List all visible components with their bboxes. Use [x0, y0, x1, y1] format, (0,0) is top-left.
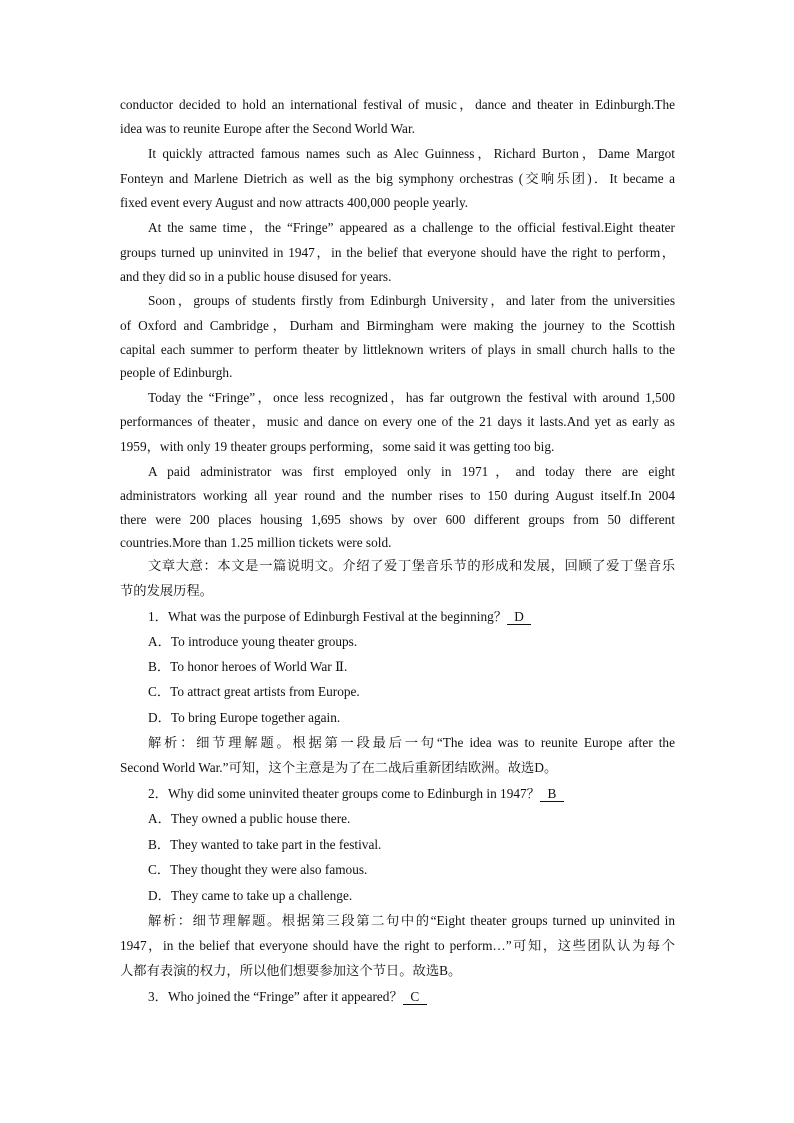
passage-line: capital each summer to perform theater by littleknown writers of plays in small church halls to the [120, 342, 675, 357]
question-2-option-c: C．They thought they were also famous. [148, 862, 368, 877]
passage-line: there were 200 places housing 1,695 shows by over 600 different groups from 50 different [120, 512, 675, 527]
passage-line: administrators working all year round and the number rises to 150 during August itself.In 2004 [120, 488, 675, 503]
passage-line: Soon，groups of students firstly from Edinburgh University，and later from the universities [148, 293, 675, 308]
question-2-analysis: 解析：细节理解题。根据第三段第二句中的“Eight theater groups turned up uninvited in [148, 913, 675, 928]
passage-line: countries.More than 1.25 million tickets were sold. [120, 535, 392, 550]
summary-line: 文章大意：本文是一篇说明文。介绍了爱丁堡音乐节的形成和发展，回顾了爱丁堡音乐 [148, 558, 675, 573]
question-2-option-d: D．They came to take up a challenge. [148, 888, 353, 903]
question-1-option-d: D．To bring Europe together again. [148, 710, 341, 725]
question-2-answer: B [540, 786, 564, 802]
passage-line: conductor decided to hold an international festival of music，dance and theater in Edinburgh.The [120, 97, 675, 112]
question-1-answer: D [507, 609, 531, 625]
question-2-option-b: B．They wanted to take part in the festival. [148, 837, 382, 852]
question-3-stem: 3．Who joined the “Fringe” after it appeared？ C [148, 987, 675, 1007]
question-1-option-b: B．To honor heroes of World War Ⅱ. [148, 659, 348, 674]
passage-line: people of Edinburgh. [120, 365, 233, 380]
passage-line: Today the “Fringe”，once less recognized，has far outgrown the festival with around 1,500 [148, 390, 675, 405]
passage-line: fixed event every August and now attracts 400,000 people yearly. [120, 195, 469, 210]
question-1-analysis: Second World War.”可知，这个主意是为了在二战后重新团结欧洲。故选D。 [120, 760, 558, 775]
passage-line: groups turned up uninvited in 1947，in the belief that everyone should have the right to perform， [120, 245, 675, 260]
passage-line: At the same time，the “Fringe” appeared as a challenge to the official festival.Eight theater [148, 220, 675, 235]
passage-line: and they did so in a public house disused for years. [120, 269, 392, 284]
question-1-option-c: C．To attract great artists from Europe. [148, 684, 360, 699]
passage-line: 1959，with only 19 theater groups performing，some said it was getting too big. [120, 439, 555, 454]
summary-line: 节的发展历程。 [120, 583, 214, 598]
passage-line: idea was to reunite Europe after the Second World War. [120, 121, 415, 136]
question-2-option-a: A．They owned a public house there. [148, 811, 351, 826]
passage-line: It quickly attracted famous names such as Alec Guinness，Richard Burton，Dame Margot [148, 146, 675, 161]
passage-line: of Oxford and Cambridge，Durham and Birmingham were making the journey to the Scottish [120, 318, 675, 333]
passage-line: performances of theater，music and dance on every one of the 21 days it lasts.And yet as early as [120, 414, 675, 429]
question-2-analysis: 1947，in the belief that everyone should have the right to perform…”可知，这些团队认为每个 [120, 938, 675, 953]
passage-line: Fonteyn and Marlene Dietrich as well as the big symphony orchestras (交响乐团)．It became a [120, 171, 675, 186]
question-3-answer: C [403, 989, 427, 1005]
question-1-analysis: 解析：细节理解题。根据第一段最后一句“The idea was to reunite Europe after the [148, 735, 675, 750]
question-2-stem: 2．Why did some uninvited theater groups come to Edinburgh in 1947？ B [148, 784, 675, 804]
question-1-option-a: A．To introduce young theater groups. [148, 634, 358, 649]
passage-line: A paid administrator was first employed only in 1971，and today there are eight [148, 464, 675, 479]
question-2-analysis: 人都有表演的权力，所以他们想要参加这个节日。故选B。 [120, 963, 462, 978]
question-1-stem: 1．What was the purpose of Edinburgh Festival at the beginning？ D [148, 607, 675, 627]
